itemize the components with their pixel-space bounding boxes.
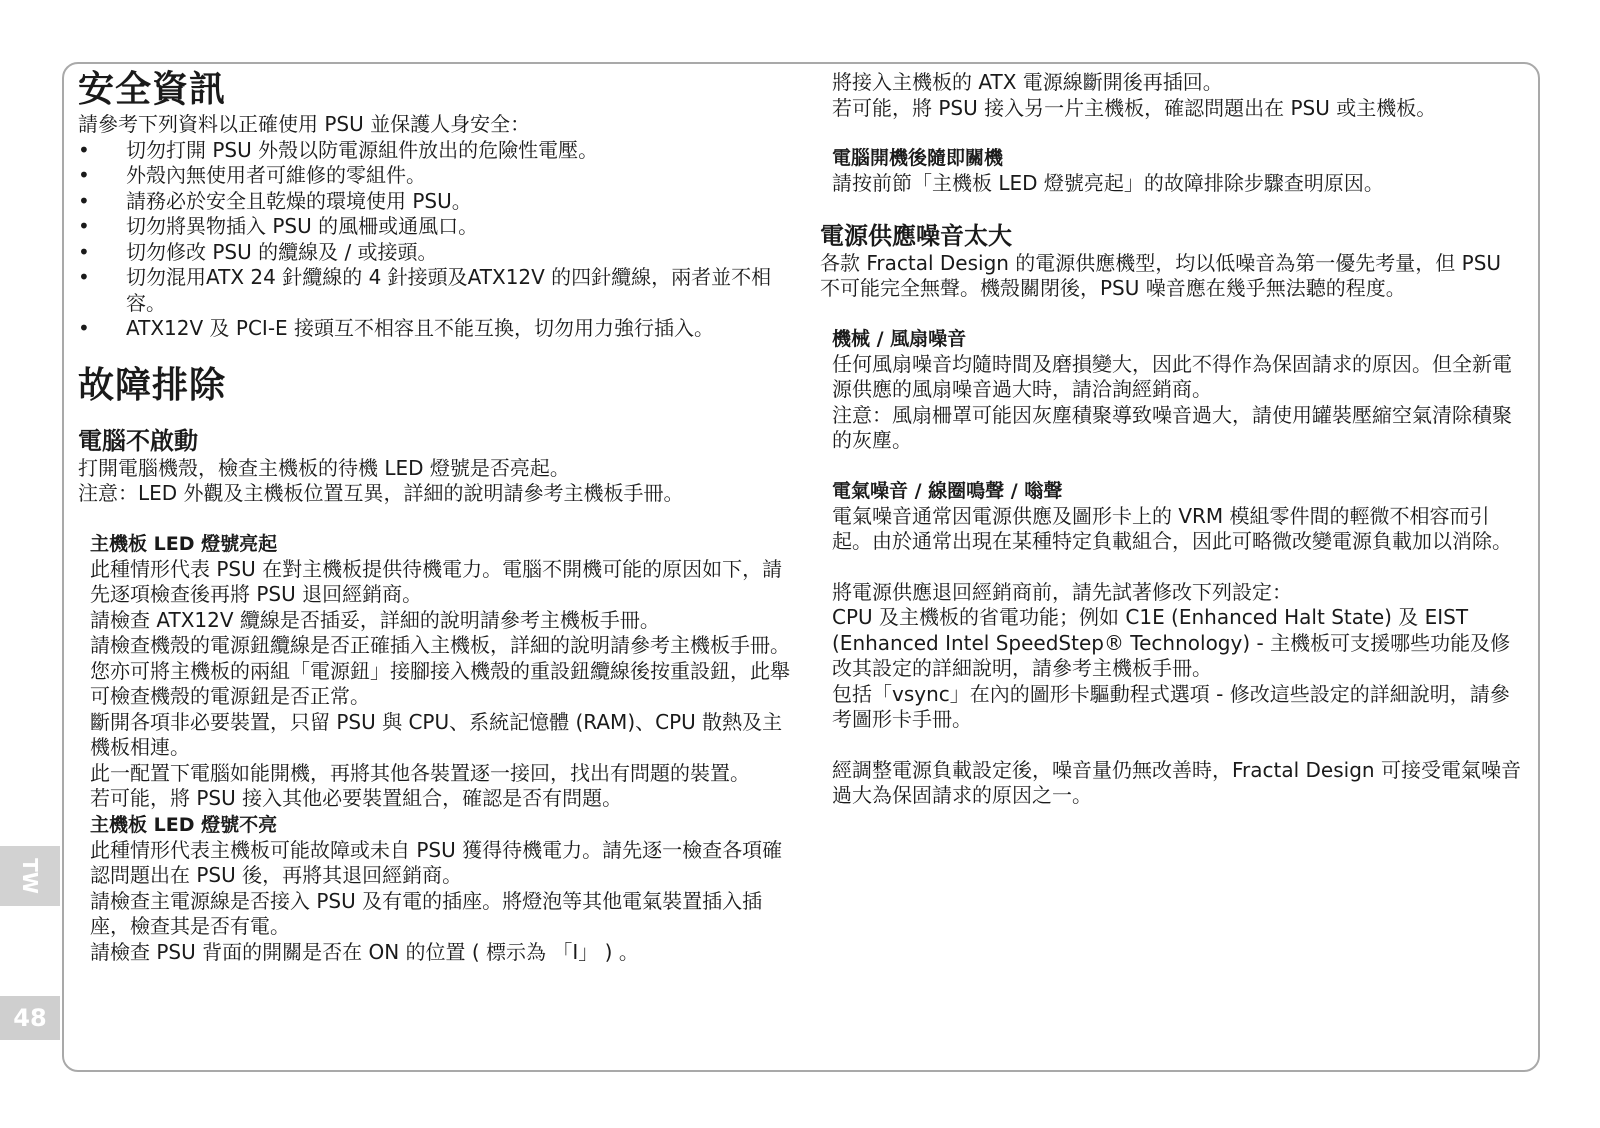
paragraph: 請檢查 ATX12V 纜線是否插妥，詳細的說明請參考主機板手冊。 — [90, 607, 660, 632]
paragraph: 此種情形代表 PSU 在對主機板提供待機電力。電腦不開機可能的原因如下，請先逐項檢查後再將 PSU 退回經銷商。 — [90, 556, 783, 606]
list-item — [78, 265, 793, 316]
paragraph: 包括「vsync」在內的圖形卡驅動程式選項 - 修改這些設定的詳細說明，請參考圖形卡手冊。 — [832, 681, 1510, 731]
paragraph: 請檢查主電源線是否接入 PSU 及有電的插座。將燈泡等其他電氣裝置插入插座，檢查其是否有電。 — [90, 888, 763, 938]
safety-title: 安全資訊 — [78, 69, 227, 110]
paragraph: 若可能，將 PSU 接入其他必要裝置組合，確認是否有問題。 — [90, 786, 623, 810]
electrical-noise-title: 電氣噪音 / 線圈鳴聲 / 嗡聲 — [832, 479, 1063, 502]
paragraph: 請按前節「主機板 LED 燈號亮起」的故障排除步驟查明原因。 — [832, 171, 1384, 195]
no-boot-title: 電腦不啟動 — [78, 426, 198, 455]
list-item — [78, 214, 793, 240]
paragraph: 此一配置下電腦如能開機，再將其他各裝置逐一接回，找出有問題的裝置。 — [90, 760, 750, 785]
paragraph: 您亦可將主機板的兩組「電源鈕」接腳接入機殼的重設鈕纜線後按重設鈕，此舉可檢查機殼的電源鈕是否正常。 — [90, 658, 790, 708]
paragraph: 此種情形代表主機板可能故障或未自 PSU 獲得待機電力。請先逐一檢查各項確認問題出在 PSU 後，再將其退回經銷商。 — [90, 837, 783, 887]
paragraph: 注意：LED 外觀及主機板位置互異，詳細的說明請參考主機板手冊。 — [78, 481, 684, 505]
right-column — [820, 70, 1525, 809]
list-item-text: 切勿混用ATX 24 針纜線的 4 針接頭及ATX12V 的四針纜線，兩者並不相容。 — [126, 265, 772, 315]
list-item-text: 切勿將異物插入 PSU 的風柵或通風口。 — [126, 214, 479, 238]
paragraph: CPU 及主機板的省電功能；例如 C1E (Enhanced Halt State) 及 EIST (Enhanced Intel SpeedStep® Technology) - 主機板可支援哪些功能及修改其設定的詳細說明，請參考主機板手冊。 — [832, 605, 1511, 680]
list-item-text: ATX12V 及 PCI-E 接頭互不相容且不能互換，切勿用力強行插入。 — [126, 316, 715, 340]
list-item — [78, 316, 793, 342]
led-off-title: 主機板 LED 燈號不亮 — [90, 813, 278, 836]
paragraph: 若可能，將 PSU 接入另一片主機板，確認問題出在 PSU 或主機板。 — [832, 95, 1437, 120]
paragraph: 將接入主機板的 ATX 電源線斷開後再插回。 — [832, 70, 1223, 94]
paragraph: 將電源供應退回經銷商前，請先試著修改下列設定： — [832, 579, 1292, 604]
list-item — [78, 138, 793, 164]
list-item-text: 切勿修改 PSU 的纜線及 / 或接頭。 — [126, 239, 438, 264]
fan-noise-title: 機械 / 風扇噪音 — [832, 327, 967, 350]
continued-steps — [820, 70, 1525, 197]
bullet: • — [78, 316, 90, 340]
bullet: • — [78, 188, 90, 213]
list-item-text: 外殼內無使用者可維修的零組件。 — [126, 163, 426, 187]
paragraph: 請檢查 PSU 背面的開關是否在 ON 的位置 ( 標示為 「I」 ) 。 — [90, 939, 639, 964]
list-item — [78, 240, 793, 266]
list-item-text: 請務必於安全且乾燥的環境使用 PSU。 — [126, 188, 472, 213]
noise-title: 電源供應噪音太大 — [820, 221, 1012, 250]
safety-list — [78, 138, 793, 342]
page-number: 48 — [13, 1004, 47, 1032]
troubleshooting-title: 故障排除 — [78, 364, 227, 406]
shutdown-title: 電腦開機後隨即關機 — [832, 147, 1004, 169]
led-on-title: 主機板 LED 燈號亮起 — [90, 532, 278, 555]
paragraph: 斷開各項非必要裝置，只留 PSU 與 CPU、系統記憶體 (RAM)、CPU 散熱及主機板相連。 — [90, 709, 783, 759]
paragraph: 經調整電源負載設定後，噪音量仍無改善時，Fractal Design 可接受電氣噪音過大為保固請求的原因之一。 — [832, 757, 1521, 807]
paragraph: 打開電腦機殼，檢查主機板的待機 LED 燈號是否亮起。 — [78, 455, 570, 480]
paragraph: 任何風扇噪音均隨時間及磨損變大，因此不得作為保固請求的原因。但全新電源供應的風扇噪音過大時，請洽詢經銷商。 — [832, 351, 1512, 401]
list-item-text: 切勿打開 PSU 外殼以防電源組件放出的危險性電壓。 — [126, 137, 599, 162]
left-column — [78, 68, 793, 965]
bullet: • — [78, 163, 90, 187]
language-tab — [0, 846, 60, 906]
bullet: • — [78, 137, 90, 162]
language-label: TW — [17, 858, 42, 894]
paragraph: 電氣噪音通常因電源供應及圖形卡上的 VRM 模組零件間的輕微不相容而引起。由於通常出現在某種特定負載組合，因此可略微改變電源負載加以消除。 — [832, 503, 1512, 553]
bullet: • — [78, 214, 90, 238]
bullet: • — [78, 265, 90, 289]
paragraph: 請檢查機殼的電源鈕纜線是否正確插入主機板，詳細的說明請參考主機板手冊。 — [90, 633, 790, 657]
list-item — [78, 163, 793, 189]
paragraph: 各款 Fractal Design 的電源供應機型，均以低噪音為第一優先考量，但 PSU 不可能完全無聲。機殼關閉後，PSU 噪音應在幾乎無法聽的程度。 — [820, 250, 1502, 300]
page-number-tab — [0, 996, 60, 1040]
paragraph: 注意：風扇柵罩可能因灰塵積聚導致噪音過大，請使用罐裝壓縮空氣清除積聚的灰塵。 — [832, 402, 1512, 452]
bullet: • — [78, 239, 90, 264]
safety-intro: 請參考下列資料以正確使用 PSU 並保護人身安全： — [78, 112, 531, 136]
list-item — [78, 189, 793, 215]
noise-details — [820, 326, 1525, 809]
led-on-section — [78, 531, 793, 966]
